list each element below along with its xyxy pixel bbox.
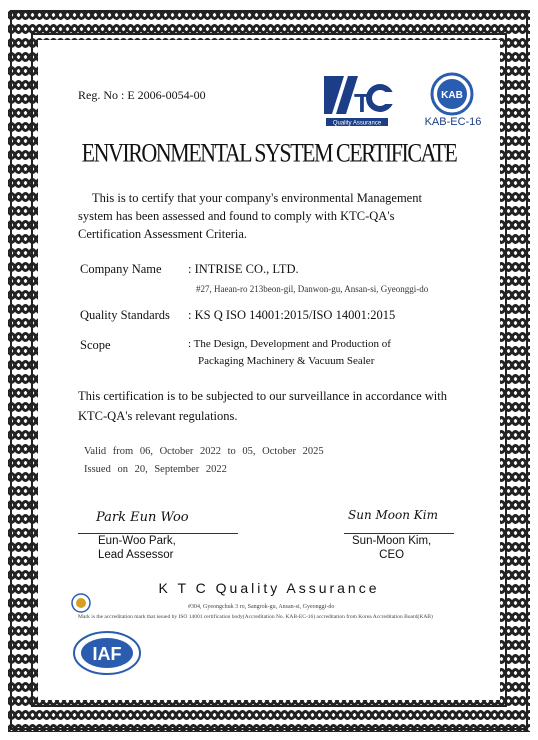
issued-on: Issued on 20, September 2022 (84, 464, 227, 475)
intro-line: This is to certify that your company's environmental Management (92, 191, 422, 205)
standards-row (80, 308, 396, 323)
footer-address: #304, Gyeongchuk 3 ro, Sangrok-gu, Ansan-si, Gyeonggi-do (188, 604, 335, 610)
intro-text (78, 189, 498, 243)
assessor-title: Lead Assessor (98, 549, 174, 561)
scope-value-2: Packaging Machinery & Vacuum Sealer (198, 355, 375, 367)
company-address: #27, Haean-ro 213beon-gil, Danwon-gu, Ansan-si, Gyeonggi-do (196, 284, 429, 294)
footer-note: Mark is the accreditation mark that issued by ISO 14001 certification body(Accreditation No. KAB-EC-16) accreditation from Korea Accreditation Board(KAB) (78, 614, 433, 620)
ceo-title: CEO (379, 549, 405, 561)
ceo-signature: Sun Moon Kim (348, 508, 438, 522)
svg-text:KAB: KAB (441, 90, 463, 101)
valid-from: Valid from 06, October 2022 to 05, October 2025 (84, 446, 324, 457)
lead-assessor-name (98, 534, 176, 562)
svg-text:T: T (354, 88, 370, 118)
surveillance-text (78, 386, 498, 426)
registration-number: Reg. No : E 2006-0054-00 (78, 88, 206, 102)
lead-assessor-signature: Park Eun Woo (96, 510, 189, 525)
standards-value: : KS Q ISO 14001:2015/ISO 14001:2015 (188, 308, 396, 322)
ceo-name: Sun-Moon Kim, (352, 535, 432, 547)
svg-text:Quality Assurance: Quality Assurance (332, 120, 382, 127)
certificate-body (38, 40, 500, 700)
surveillance-line: This certification is to be subjected to our surveillance in accordance with (78, 389, 447, 403)
scope-row (80, 338, 391, 353)
kab-code: KAB-EC-16 (424, 116, 482, 128)
iaf-logo-icon (72, 630, 142, 676)
certificate-title: ENVIRONMENTAL SYSTEM CERTIFICATE (81, 137, 457, 168)
company-value: : INTRISE CO., LTD. (188, 262, 299, 276)
organization-name: K T C Quality Assurance (158, 580, 380, 596)
surveillance-line: KTC-QA's relevant regulations. (78, 409, 238, 423)
scope-label: Scope (80, 338, 111, 352)
kab-small-icon (70, 592, 92, 614)
company-label: Company Name (80, 262, 162, 276)
svg-text:IAF: IAF (92, 644, 122, 664)
ceo-name-block (352, 534, 431, 562)
intro-line: system has been assessed and found to comply with KTC-QA's (78, 209, 395, 223)
assessor-name: Eun-Woo Park, (98, 535, 176, 547)
scope-value: : The Design, Development and Production of (188, 338, 391, 350)
ktc-logo-icon (318, 68, 410, 128)
company-row (80, 262, 299, 277)
standards-label: Quality Standards (80, 308, 170, 322)
intro-line: Certification Assessment Criteria. (78, 227, 248, 241)
